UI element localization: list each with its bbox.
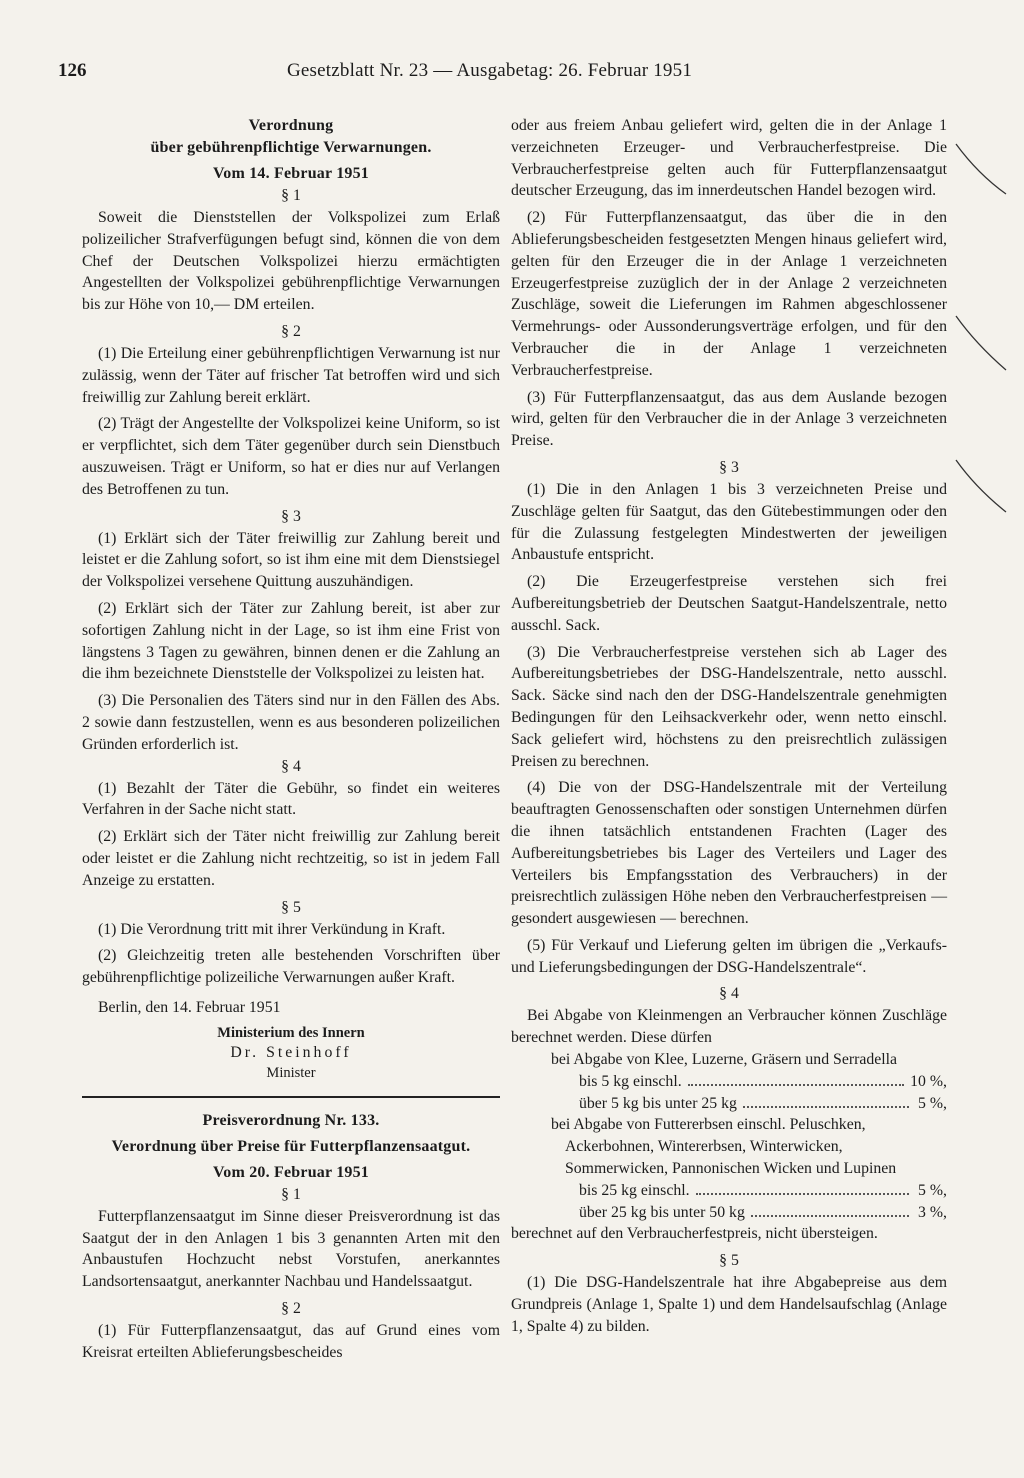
rate-value: 5 %, bbox=[918, 1094, 947, 1112]
dot-leader bbox=[696, 1193, 909, 1195]
paragraph: (1) Bezahlt der Täter die Gebühr, so findet ein weiteres Verfahren in der Sache nicht statt. bbox=[82, 779, 500, 819]
page-header: Gesetzblatt Nr. 23 — Ausgabetag: 26. Februar 1951 bbox=[287, 60, 693, 81]
paragraph: (3) Die Verbraucherfestpreise verstehen sich ab Lager des Aufbereitungsbetriebes der DSG-Handelszentrale, netto ausschl. Sack. Säcke sind nach den der DSG-Handelszentrale genehmigten Bedingungen für den Leihsackverkehr oder, wenn netto einschl. Sack geliefert wird, höchstens zu den preisrechtlich zulässigen Preisen zu berechnen. bbox=[511, 643, 947, 770]
ministry-name: Ministerium des Innern bbox=[217, 1024, 365, 1041]
paragraph: Soweit die Dienststellen der Volkspolizei zum Erlaß polizeilicher Strafverfügungen befugt sind, können die von dem Chef der Deutschen Volkspolizei hierzu ermächtigten Angestellten der Volkspolizei gebührenpflichtige Verwarnungen bis zur Höhe von 10,— DM erteilen. bbox=[82, 209, 500, 314]
paragraph: (2) Gleichzeitig treten alle bestehenden Vorschriften über gebührenpflichtige polizeiliche Verwarnungen außer Kraft. bbox=[82, 947, 500, 987]
signature-block bbox=[82, 1023, 500, 1083]
ordinance-date: Vom 14. Februar 1951 bbox=[213, 165, 369, 182]
paragraph: (3) Die Personalien des Täters sind nur in den Fällen des Abs. 2 sowie dann festzustellen, wenn es aus besonderen polizeilichen Gründen erforderlich ist. bbox=[82, 692, 500, 753]
paragraph: (3) Für Futterpflanzensaatgut, das aus dem Auslande bezogen wird, gelten für den Verbraucher die in der Anlage 3 verzeichneten Preise. bbox=[511, 388, 947, 450]
paragraph: (1) Die in den Anlagen 1 bis 3 verzeichneten Preise und Zuschläge gelten für Saatgut, das den Gütebestimmungen oder den für die Zulassung festgelegten Mindestwerten der jeweiligen Anbaustufe entspricht. bbox=[511, 480, 947, 564]
ordinance-date: Vom 20. Februar 1951 bbox=[213, 1163, 369, 1181]
rate-value: 3 %, bbox=[918, 1203, 947, 1221]
section-heading: § 5 bbox=[719, 1252, 739, 1270]
section-heading: § 3 bbox=[719, 458, 739, 476]
paragraph: (2) Trägt der Angestellte der Volkspolizei keine Uniform, so ist er verpflichtet, sich dem Täter gegenüber durch sein Dienstbuch auszuweisen. Trägt er Uniform, so hat er dies nur auf Verlangen des Betroffenen zu tun. bbox=[82, 415, 500, 498]
left-column bbox=[82, 115, 500, 1363]
ordinance-title: Preisverordnung Nr. 133. bbox=[202, 1111, 380, 1129]
rate-row bbox=[579, 1093, 947, 1115]
rate-row bbox=[579, 1202, 947, 1224]
paragraph: (1) Für Futterpflanzensaatgut, das auf Grund eines vom Kreisrat erteilten Ablieferungsbescheides bbox=[82, 1321, 500, 1361]
paragraph: (5) Für Verkauf und Lieferung gelten im übrigen die „Verkaufs- und Lieferungsbedingungen der DSG-Handelszentrale“. bbox=[511, 936, 947, 976]
section-heading: § 1 bbox=[281, 1185, 301, 1203]
right-column bbox=[511, 115, 947, 1338]
margin-stroke-icon bbox=[952, 312, 1012, 372]
rate-value: 10 %, bbox=[910, 1072, 947, 1090]
rate-row bbox=[579, 1180, 947, 1202]
paragraph: (1) Die Erteilung einer gebührenpflichtigen Verwarnung ist nur zulässig, wenn der Täter auf frischer Tat betroffen wird und sich freiwillig zur Zahlung bereit erklärt. bbox=[82, 344, 500, 406]
rate-value: 5 %, bbox=[918, 1181, 947, 1199]
signer-role: Minister bbox=[266, 1064, 316, 1081]
section-heading: § 5 bbox=[281, 898, 301, 916]
dot-leader bbox=[751, 1215, 909, 1217]
section-heading: § 3 bbox=[281, 507, 301, 525]
rate-group: bei Abgabe von Futtererbsen einschl. Peluschken, Ackerbohnen, Wintererbsen, Winterwicken, Sommerwicken, Pannonischen Wicken und Lupinen bbox=[551, 1116, 897, 1178]
rate-label: bis 5 kg einschl. bbox=[579, 1072, 682, 1090]
signer-name: Dr. Steinhoff bbox=[230, 1043, 352, 1061]
page-number: 126 bbox=[58, 60, 87, 81]
paragraph: (4) Die von der DSG-Handelszentrale mit der Verteilung beauftragten Genossenschaften oder sonstigen Unternehmen dürfen die ihnen tatsächlich entstandenen Frachten (Lager des Aufbereitungsbetriebes bis Lager des Verteilers und Lager des Verteilers bis Empfangsstation des Verbrauchers) in der preisrechtlich zulässigen Höhe neben den Verbraucherfestpreisen — gesondert ausgewiesen — berechnen. bbox=[511, 779, 947, 928]
dot-leader bbox=[688, 1084, 904, 1086]
rate-label: bis 25 kg einschl. bbox=[579, 1181, 690, 1199]
rate-group: bei Abgabe von Klee, Luzerne, Gräsern und Serradella bbox=[551, 1051, 898, 1069]
paragraph: (2) Erklärt sich der Täter zur Zahlung bereit, ist aber zur sofortigen Zahlung nicht in der Lage, so ist ihm eine Frist von längstens 3 Tagen zu gewähren, binnen denen er die Zahlung an die ihm bezeichnete Dienststelle der Volkspolizei zu leisten hat. bbox=[82, 599, 500, 683]
paragraph: (1) Die Verordnung tritt mit ihrer Verkündung in Kraft. bbox=[98, 920, 446, 938]
rate-label: über 5 kg bis unter 25 kg bbox=[579, 1094, 737, 1112]
ordinance-title: Verordnung über Preise für Futterpflanzensaatgut. bbox=[111, 1137, 471, 1155]
section-heading: § 4 bbox=[719, 985, 739, 1003]
paragraph: (2) Erklärt sich der Täter nicht freiwillig zur Zahlung bereit oder leistet er die Zahlung nicht rechtzeitig, so ist in jedem Fall Anzeige zu erstatten. bbox=[82, 828, 500, 889]
dot-leader bbox=[743, 1106, 909, 1108]
ordinance-title: über gebührenpflichtige Verwarnungen. bbox=[150, 139, 432, 156]
rate-list bbox=[551, 1049, 947, 1223]
paragraph: (1) Die DSG-Handelszentrale hat ihre Abgabepreise aus dem Grundpreis (Anlage 1, Spalte 1) und dem Handelsaufschlag (Anlage 1, Spalte 4) zu bilden. bbox=[511, 1274, 947, 1335]
section-heading: § 2 bbox=[281, 322, 301, 340]
rate-row bbox=[579, 1071, 947, 1093]
rate-label: über 25 kg bis unter 50 kg bbox=[579, 1203, 745, 1221]
paragraph: (1) Erklärt sich der Täter freiwillig zur Zahlung bereit und leistet er die Zahlung sofort, so ist ihm eine mit dem Dienstsiegel der Volkspolizei versehene Quittung auszuhändigen. bbox=[82, 529, 500, 591]
ordinance-title: Verordnung bbox=[248, 117, 334, 134]
paragraph: Bei Abgabe von Kleinmengen an Verbraucher können Zuschläge berechnet werden. Diese dürfen bbox=[511, 1007, 947, 1047]
paragraph: (2) Die Erzeugerfestpreise verstehen sich frei Aufbereitungsbetrieb der Deutschen Saatgut-Handelszentrale, netto ausschl. Sack. bbox=[511, 573, 947, 634]
section-heading: § 4 bbox=[281, 757, 301, 775]
section-heading: § 2 bbox=[281, 1299, 301, 1317]
section-divider bbox=[82, 1096, 500, 1098]
paragraph: (2) Für Futterpflanzensaatgut, das über die in den Ablieferungsbescheiden festgesetzten Mengen hinaus geliefert wird, gelten für den Erzeuger die in der Anlage 1 verzeichneten Erzeugerfestpreise zuzüglich der in der Anlage 2 verzeichneten Zuschläge, soweit die Lieferungen im Rahmen abgeschlossener Vermehrungs- oder Aussonderungsverträge erfolgen, und für den Verbraucher die in der Anlage 1 verzeichneten Verbraucherfestpreise. bbox=[511, 209, 947, 379]
margin-stroke-icon bbox=[952, 456, 1012, 516]
paragraph: berechnet auf den Verbraucherfestpreis, nicht übersteigen. bbox=[511, 1225, 878, 1243]
section-heading: § 1 bbox=[281, 187, 301, 204]
place-date: Berlin, den 14. Februar 1951 bbox=[98, 998, 281, 1016]
paragraph: Futterpflanzensaatgut im Sinne dieser Preisverordnung ist das Saatgut der in den Anlagen 1 bis 3 genannten Arten mit den Anbaustufen Hochzucht nebst Vorstufen, anerkanntes Landsortensaatgut, anerkannter Nachbau und Handelssaatgut. bbox=[82, 1207, 500, 1291]
margin-stroke-icon bbox=[952, 140, 1012, 200]
paragraph: oder aus freiem Anbau geliefert wird, gelten die in der Anlage 1 verzeichneten Erzeuger- und Verbraucherfestpreise. Die Verbraucherfestpreise gelten auch für Futterpflanzensaatgut deutscher Erzeugung, das im innerdeutschen Handel bezogen wird. bbox=[511, 117, 947, 200]
